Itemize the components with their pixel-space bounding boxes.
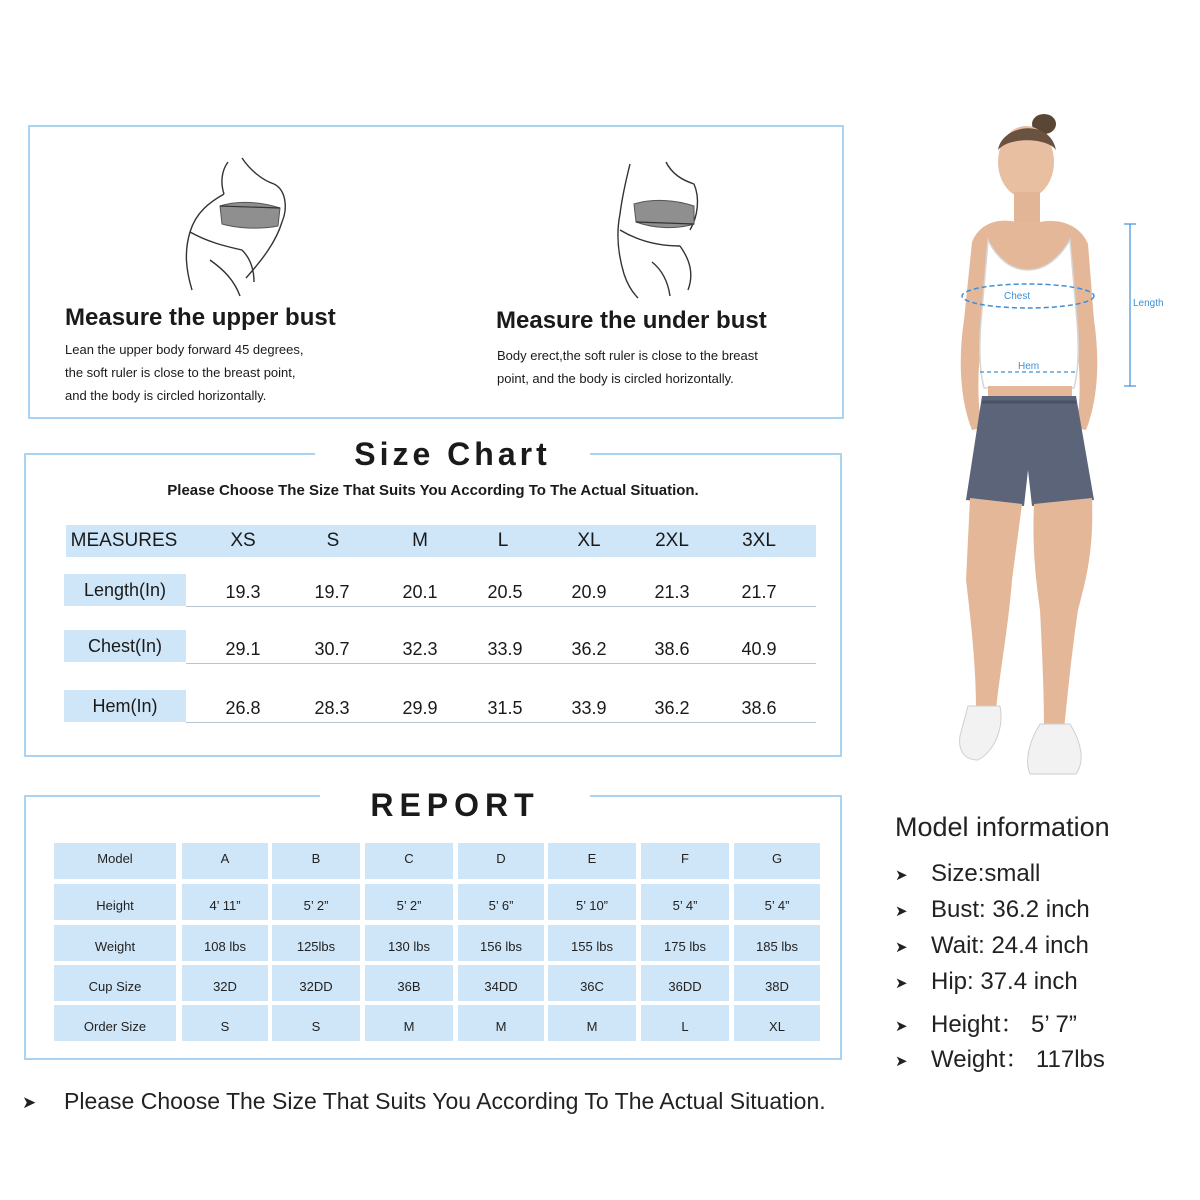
report-cell: S: [272, 1005, 360, 1041]
size-header-l: L: [497, 530, 509, 551]
under-bust-sketch: [590, 150, 730, 300]
report-cell: 38D: [734, 965, 820, 1001]
size-header-3xl: 3XL: [742, 530, 776, 551]
report-cell: 32D: [182, 965, 268, 1001]
model-info-item: [895, 896, 1090, 924]
size-cell: 20.5: [487, 582, 523, 602]
size-cell: 36.2: [571, 639, 607, 659]
report-cell: 5’ 2”: [365, 884, 453, 920]
chest-label: Chest: [1004, 291, 1031, 302]
report-cell: E: [548, 843, 636, 879]
model-info-size: Size:small: [931, 860, 1041, 887]
arrow-bullet-icon: ➤: [895, 938, 908, 956]
report-cell: 36DD: [641, 965, 729, 1001]
report-cell: 36C: [548, 965, 636, 1001]
report-cell: 108 lbs: [182, 925, 268, 961]
report-cell: F: [641, 843, 729, 879]
upper-bust-desc-line-3: and the body is circled horizontally.: [65, 388, 267, 403]
report-cell: 185 lbs: [734, 925, 820, 961]
size-cell: 30.7: [314, 639, 350, 659]
report-row-label: Height: [54, 884, 176, 920]
size-cell: 33.9: [487, 639, 523, 659]
size-cell: 26.8: [225, 698, 261, 718]
size-row-divider: [186, 663, 816, 664]
report-cell: 32DD: [272, 965, 360, 1001]
report-cell: 4’ 11”: [182, 884, 268, 920]
report-cell: M: [548, 1005, 636, 1041]
model-info-waist: Wait: 24.4 inch: [931, 932, 1089, 959]
report-cell: B: [272, 843, 360, 879]
size-cell: 40.9: [741, 639, 777, 659]
hem-label: Hem: [1018, 361, 1040, 372]
report-cell: M: [365, 1005, 453, 1041]
report-cell: C: [365, 843, 453, 879]
report-cell: 36B: [365, 965, 453, 1001]
size-row-label-chest: Chest(In): [64, 630, 186, 662]
size-cell: 31.5: [487, 698, 523, 718]
report-cell: XL: [734, 1005, 820, 1041]
arrow-bullet-icon: ➤: [895, 1052, 908, 1070]
size-cell: 28.3: [314, 698, 350, 718]
report-row-label: Cup Size: [54, 965, 176, 1001]
report-cell: 34DD: [458, 965, 544, 1001]
report-title: REPORT: [320, 785, 590, 825]
size-header-measures: MEASURES: [70, 530, 178, 551]
bottom-note: [22, 1088, 826, 1115]
report-cell: 5’ 2”: [272, 884, 360, 920]
upper-bust-desc-line-1: Lean the upper body forward 45 degrees,: [65, 342, 304, 357]
size-cell: 21.7: [741, 582, 777, 602]
size-cell: 29.9: [402, 698, 438, 718]
bottom-note-text: Please Choose The Size That Suits You According To The Actual Situation.: [64, 1088, 826, 1114]
size-row-divider: [186, 722, 816, 723]
model-info-item: [895, 968, 1078, 996]
model-info-item: [895, 860, 1040, 888]
arrow-bullet-icon: ➤: [895, 866, 908, 884]
length-label: Length: [1133, 298, 1164, 309]
size-chart-subtitle: Please Choose The Size That Suits You According To The Actual Situation.: [167, 482, 699, 499]
report-cell: 175 lbs: [641, 925, 729, 961]
size-header-xs: XS: [230, 530, 256, 551]
under-bust-desc-line-2: point, and the body is circled horizontally.: [497, 371, 734, 386]
arrow-bullet-icon: ➤: [895, 902, 908, 920]
report-cell: S: [182, 1005, 268, 1041]
report-row-label: Weight: [54, 925, 176, 961]
size-cell: 38.6: [654, 639, 690, 659]
size-row-label-hem: Hem(In): [64, 690, 186, 722]
size-cell: 32.3: [402, 639, 438, 659]
size-cell: 19.7: [314, 582, 350, 602]
model-info-item: [895, 1039, 1105, 1074]
under-bust-title: Measure the under bust: [496, 307, 767, 334]
report-row-label: Model: [54, 843, 176, 879]
model-info-item: [895, 932, 1089, 960]
upper-bust-sketch: [150, 150, 310, 300]
report-cell: 130 lbs: [365, 925, 453, 961]
model-info-bust: Bust: 36.2 inch: [931, 896, 1090, 923]
model-info-weight: Weight： 117lbs: [931, 1046, 1105, 1073]
report-row-label: Order Size: [54, 1005, 176, 1041]
report-cell: L: [641, 1005, 729, 1041]
size-header-2xl: 2XL: [655, 530, 689, 551]
size-cell: 38.6: [741, 698, 777, 718]
size-cell: 20.1: [402, 582, 438, 602]
model-info-hip: Hip: 37.4 inch: [931, 968, 1078, 995]
arrow-bullet-icon: ➤: [895, 974, 908, 992]
report-cell: G: [734, 843, 820, 879]
model-info-item: [895, 1004, 1077, 1039]
size-header-m: M: [412, 530, 428, 551]
model-photo: [880, 110, 1180, 790]
size-cell: 29.1: [225, 639, 261, 659]
report-cell: 5’ 4”: [641, 884, 729, 920]
size-cell: 33.9: [571, 698, 607, 718]
report-cell: 5’ 4”: [734, 884, 820, 920]
model-info-height: Height： 5’ 7”: [931, 1011, 1077, 1038]
report-cell: 5’ 10”: [548, 884, 636, 920]
size-cell: 20.9: [571, 582, 607, 602]
arrow-bullet-icon: ➤: [22, 1092, 37, 1112]
size-chart-title: Size Chart: [315, 434, 590, 474]
upper-bust-title: Measure the upper bust: [65, 304, 336, 331]
size-row-divider: [186, 606, 816, 607]
size-row-label-length: Length(In): [64, 574, 186, 606]
report-cell: M: [458, 1005, 544, 1041]
size-header-s: S: [326, 530, 340, 551]
size-cell: 36.2: [654, 698, 690, 718]
report-cell: 156 lbs: [458, 925, 544, 961]
under-bust-desc-line-1: Body erect,the soft ruler is close to the breast: [497, 348, 758, 363]
report-cell: A: [182, 843, 268, 879]
report-cell: D: [458, 843, 544, 879]
upper-bust-desc-line-2: the soft ruler is close to the breast point,: [65, 365, 296, 380]
report-cell: 155 lbs: [548, 925, 636, 961]
report-cell: 125lbs: [272, 925, 360, 961]
arrow-bullet-icon: ➤: [895, 1017, 908, 1035]
size-cell: 21.3: [654, 582, 690, 602]
size-cell: 19.3: [225, 582, 261, 602]
size-header-xl: XL: [577, 530, 601, 551]
model-info-title: Model information: [895, 812, 1110, 842]
report-cell: 5’ 6”: [458, 884, 544, 920]
